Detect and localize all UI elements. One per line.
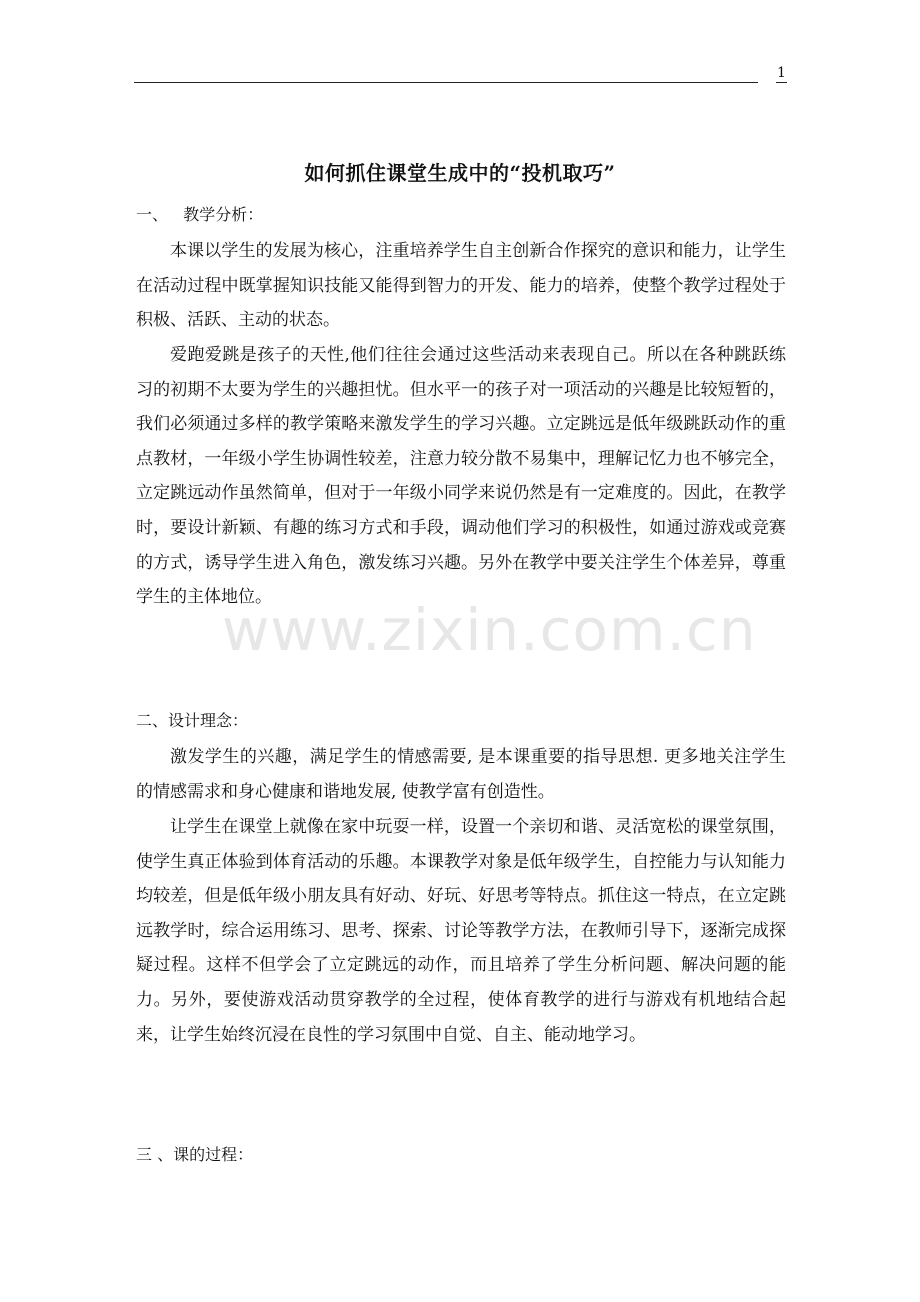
document-title: 如何抓住课堂生成中的“投机取巧” — [304, 161, 616, 185]
paragraph-analysis-2: 爱跑爱跳是孩子的天性,他们往往会通过这些活动来表现自己。所以在各种跳跃练习的初期不太要为学生的兴趣担忧。但水平一的孩子对一项活动的兴趣是比较短暂的，我们必须通过多样的教学策略来激发学生的学习兴趣。立定跳远是低年级跳跃动作的重点教材，一年级小学生协调性较差，注意力较分散不易集中，理解记忆力也不够完全，立定跳远动作虽然简单，但对于一年级小同学来说仍然是有一定难度的。因此，在教学时，要设计新颖、有趣的练习方式和手段，调动他们学习的积极性，如通过游戏或竞赛的方式，诱导学生进入角色，激发练习兴趣。另外在教学中要关注学生个体差异，尊重学生的主体地位。 — [136, 345, 786, 608]
section-heading-concept: 二、设计理念： — [136, 711, 249, 730]
section-heading-process: 三 、课的过程： — [136, 1145, 254, 1164]
paragraph-analysis-1: 本课以学生的发展为核心，注重培养学生自主创新合作探究的意识和能力，让学生在活动过程中既掌握知识技能又能得到智力的开发、能力的培养，使整个教学过程处于积极、活跃、主动的状态。 — [136, 241, 786, 331]
paragraph-concept-2: 让学生在课堂上就像在家中玩耍一样，设置一个亲切和谐、灵活宽松的课堂氛围，使学生真正体验到体育活动的乐趣。本课教学对象是低年级学生，自控能力与认知能力均较差，但是低年级小朋友具有好动、好玩、好思考等特点。抓住这一特点，在立定跳远教学时，综合运用练习、思考、探索、讨论等教学方法，在教师引导下，逐渐完成探疑过程。这样不但学会了立定跳远的动作，而且培养了学生分析问题、解决问题的能力。另外，要使游戏活动贯穿教学的全过程，使体育教学的进行与游戏有机地结合起来，让学生始终沉浸在良性的学习氛围中自觉、自主、能动地学习。 — [136, 817, 786, 1045]
paragraph-concept-1: 激发学生的兴趣，满足学生的情感需要, 是本课重要的指导思想. 更多地关注学生的情感需求和身心健康和谐地发展, 使教学富有创造性。 — [136, 747, 786, 802]
header-rule — [134, 82, 758, 83]
watermark: www.zixin.com.cn — [222, 596, 757, 664]
section-heading-analysis: 一、 教学分析： — [136, 205, 264, 224]
page-number: 1 — [777, 65, 786, 81]
